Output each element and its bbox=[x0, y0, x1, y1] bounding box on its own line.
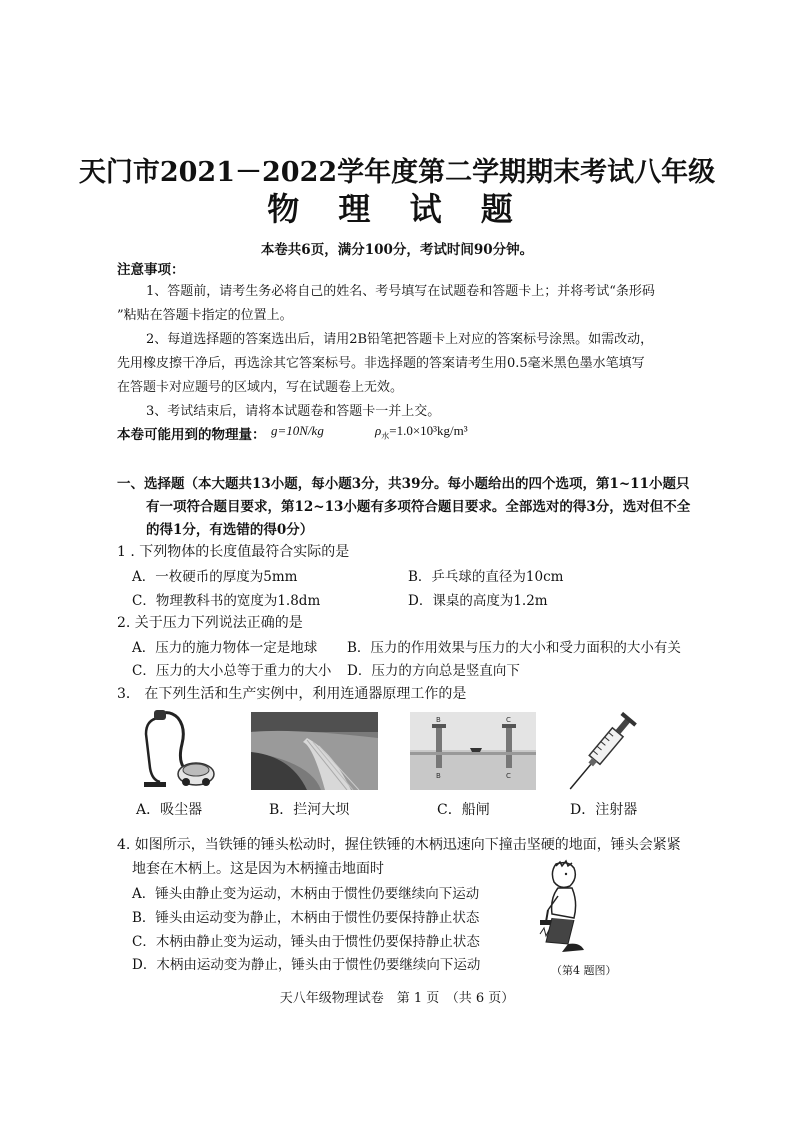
note-1-line-1: 1、答题前，请考生务必将自己的姓名、考号填写在试题卷和答题卡上；并将考试“条形码 bbox=[146, 284, 655, 299]
water-density-constant bbox=[375, 423, 468, 442]
q4-option-d: D．木柄由运动变为静止，锤头由于惯性仍要继续向下运动 bbox=[132, 957, 481, 973]
q1-option-b: B．乒乓球的直径为10cm bbox=[408, 569, 564, 585]
note-2-line-3: 在答题卡对应题号的区域内，写在试题卷上无效。 bbox=[117, 380, 404, 395]
q1-stem: 1 . 下列物体的长度值最符合实际的是 bbox=[117, 544, 350, 560]
q2-option-d: D．压力的方向总是竖直向下 bbox=[347, 663, 520, 679]
vacuum-cleaner-illustration bbox=[140, 708, 218, 790]
ship-lock-illustration bbox=[410, 712, 536, 790]
section1-line3: 的得1分，有选错的得0分） bbox=[146, 522, 314, 538]
vacuum-cleaner-image bbox=[140, 708, 218, 790]
q3-option-a: A．吸尘器 bbox=[136, 802, 203, 818]
page-footer: 天八年级物理试卷 第 1 页 （共 6 页） bbox=[279, 991, 515, 1006]
q3-option-b: B．拦河大坝 bbox=[269, 802, 350, 818]
gravity-constant bbox=[271, 423, 324, 439]
q3-stem: 3． 在下列生活和生产实例中，利用连通器原理工作的是 bbox=[117, 686, 467, 702]
note-3: 3、考试结束后，请将本试题卷和答题卡一并上交。 bbox=[146, 404, 441, 419]
q4-option-a: A．锤头由静止变为运动，木柄由于惯性仍要继续向下运动 bbox=[132, 886, 480, 902]
rho-symbol: ρ bbox=[375, 423, 382, 438]
q3-option-d: D．注射器 bbox=[570, 802, 638, 818]
hammer-figure-image bbox=[528, 858, 598, 958]
q2-option-b: B．压力的作用效果与压力的大小和受力面积的大小有关 bbox=[347, 640, 681, 656]
notes-heading: 注意事项： bbox=[117, 262, 185, 278]
q2-option-c: C．压力的大小总等于重力的大小 bbox=[132, 663, 332, 679]
syringe-image bbox=[564, 705, 646, 793]
q1-option-a: A．一枚硬币的厚度为5mm bbox=[132, 569, 298, 585]
rho-value: =1.0×10³kg/m³ bbox=[389, 423, 468, 438]
q2-stem: 2. 关于压力下列说法正确的是 bbox=[117, 615, 303, 631]
dam-photo bbox=[251, 712, 378, 790]
svg-text:B: B bbox=[436, 772, 441, 780]
q4-stem-line2: 地套在木柄上。这是因为木柄撞击地面时 bbox=[132, 861, 384, 877]
hammer-figure-illustration bbox=[528, 858, 598, 958]
svg-text:B: B bbox=[436, 716, 441, 724]
exam-title-line1: 天门市2021－2022学年度第二学期期末考试八年级 bbox=[78, 157, 716, 188]
syringe-illustration bbox=[564, 705, 646, 793]
svg-text:C: C bbox=[506, 772, 511, 780]
note-1-line-2: ”粘贴在答题卡指定的位置上。 bbox=[117, 308, 293, 323]
q4-option-b: B．锤头由运动变为静止，木柄由于惯性仍要保持静止状态 bbox=[132, 910, 480, 926]
gravity-constant-text: g=10N/kg bbox=[271, 423, 324, 438]
q1-option-c: C．物理教科书的宽度为1.8dm bbox=[132, 593, 321, 609]
q4-option-c: C．木柄由静止变为运动，锤头由于惯性仍要保持静止状态 bbox=[132, 934, 480, 950]
q4-stem-line1: 4. 如图所示，当铁锤的锤头松动时，握住铁锤的木柄迅速向下撞击坚硬的地面，锤头会紧紧 bbox=[117, 837, 681, 853]
q1-option-d: D．课桌的高度为1.2m bbox=[408, 593, 548, 609]
exam-info: 本卷共6页，满分100分，考试时间90分钟。 bbox=[260, 242, 534, 258]
svg-text:C: C bbox=[506, 716, 511, 724]
section1-line1: 一、选择题（本大题共13小题，每小题3分，共39分。每小题给出的四个选项，第1~11小题只 bbox=[117, 476, 690, 492]
q3-option-c: C．船闸 bbox=[437, 802, 490, 818]
exam-title-subject: 物 理 试 题 bbox=[267, 190, 527, 228]
q2-option-a: A．压力的施力物体一定是地球 bbox=[132, 640, 318, 656]
note-2-line-2: 先用橡皮擦干净后，再选涂其它答案标号。非选择题的答案请考生用0.5毫米黑色墨水笔填写 bbox=[117, 356, 645, 371]
ship-lock-diagram bbox=[410, 712, 536, 790]
section1-line2: 有一项符合题目要求，第12~13小题有多项符合题目要求。全部选对的得3分，选对但不全 bbox=[146, 499, 691, 515]
note-2-line-1: 2、每道选择题的答案选出后，请用2B铅笔把答题卡上对应的答案标号涂黑。如需改动， bbox=[146, 332, 654, 347]
constants-label: 本卷可能用到的物理量： bbox=[117, 427, 266, 443]
rho-subscript: 水 bbox=[381, 431, 390, 441]
q4-figure-caption: （第4 题图） bbox=[551, 964, 617, 977]
dam-illustration bbox=[251, 712, 378, 790]
